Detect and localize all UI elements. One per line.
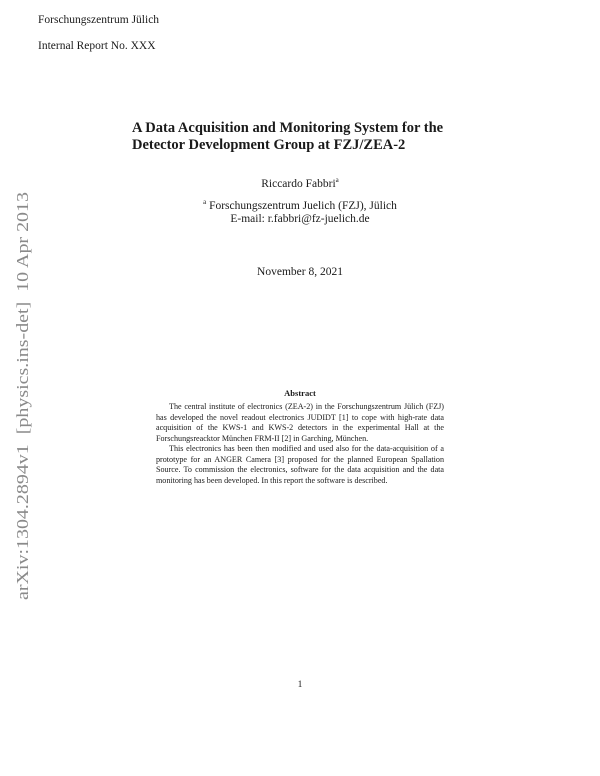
abstract-body [156,402,444,486]
arxiv-identifier: arXiv:1304.2894v1 [physics.ins-det] 10 Apr 2013 [13,252,32,600]
abstract-heading: Abstract [284,388,316,398]
header-report-number: Internal Report No. XXX [38,40,156,52]
author [0,178,600,190]
author-name: Riccardo Fabbri [261,178,336,190]
affiliation-text: Forschungszentrum Juelich (FZJ), Jülich [209,200,397,212]
arxiv-sidebar-stamp [8,190,36,610]
header-institution: Forschungszentrum Jülich [38,14,160,26]
affiliation [0,200,600,212]
paper-title [132,120,492,154]
abstract-paragraph-2: This electronics has been then modified and used also for the data-acquisition of a prototype for an ANGER Camera [3] proposed for the planned European Spallation Source. To commission the electronics, software for the data acquisition and the data monitoring has been developed. In this report the software is described. [156,444,444,485]
author-affiliation-mark: a [335,176,339,185]
author-email: E-mail: r.fabbri@fz-juelich.de [230,213,370,225]
page-number: 1 [297,680,303,690]
affiliation-mark: a [203,198,207,207]
abstract-paragraph-1: The central institute of electronics (ZEA-2) in the Forschungszentrum Jülich (FZJ) has developed the novel readout electronics JUDIDT [1] to cope with high-rate data acquisition of the KWS-1 and KWS-2 detectors in the experimental Hall at the Forschungsreacktor München FRM-II [2] in Garching, München. [156,402,444,443]
paper-title-line-1: A Data Acquisition and Monitoring System for the [132,120,444,136]
report-date: November 8, 2021 [257,266,343,278]
paper-title-line-2: Detector Development Group at FZJ/ZEA-2 [132,137,406,153]
